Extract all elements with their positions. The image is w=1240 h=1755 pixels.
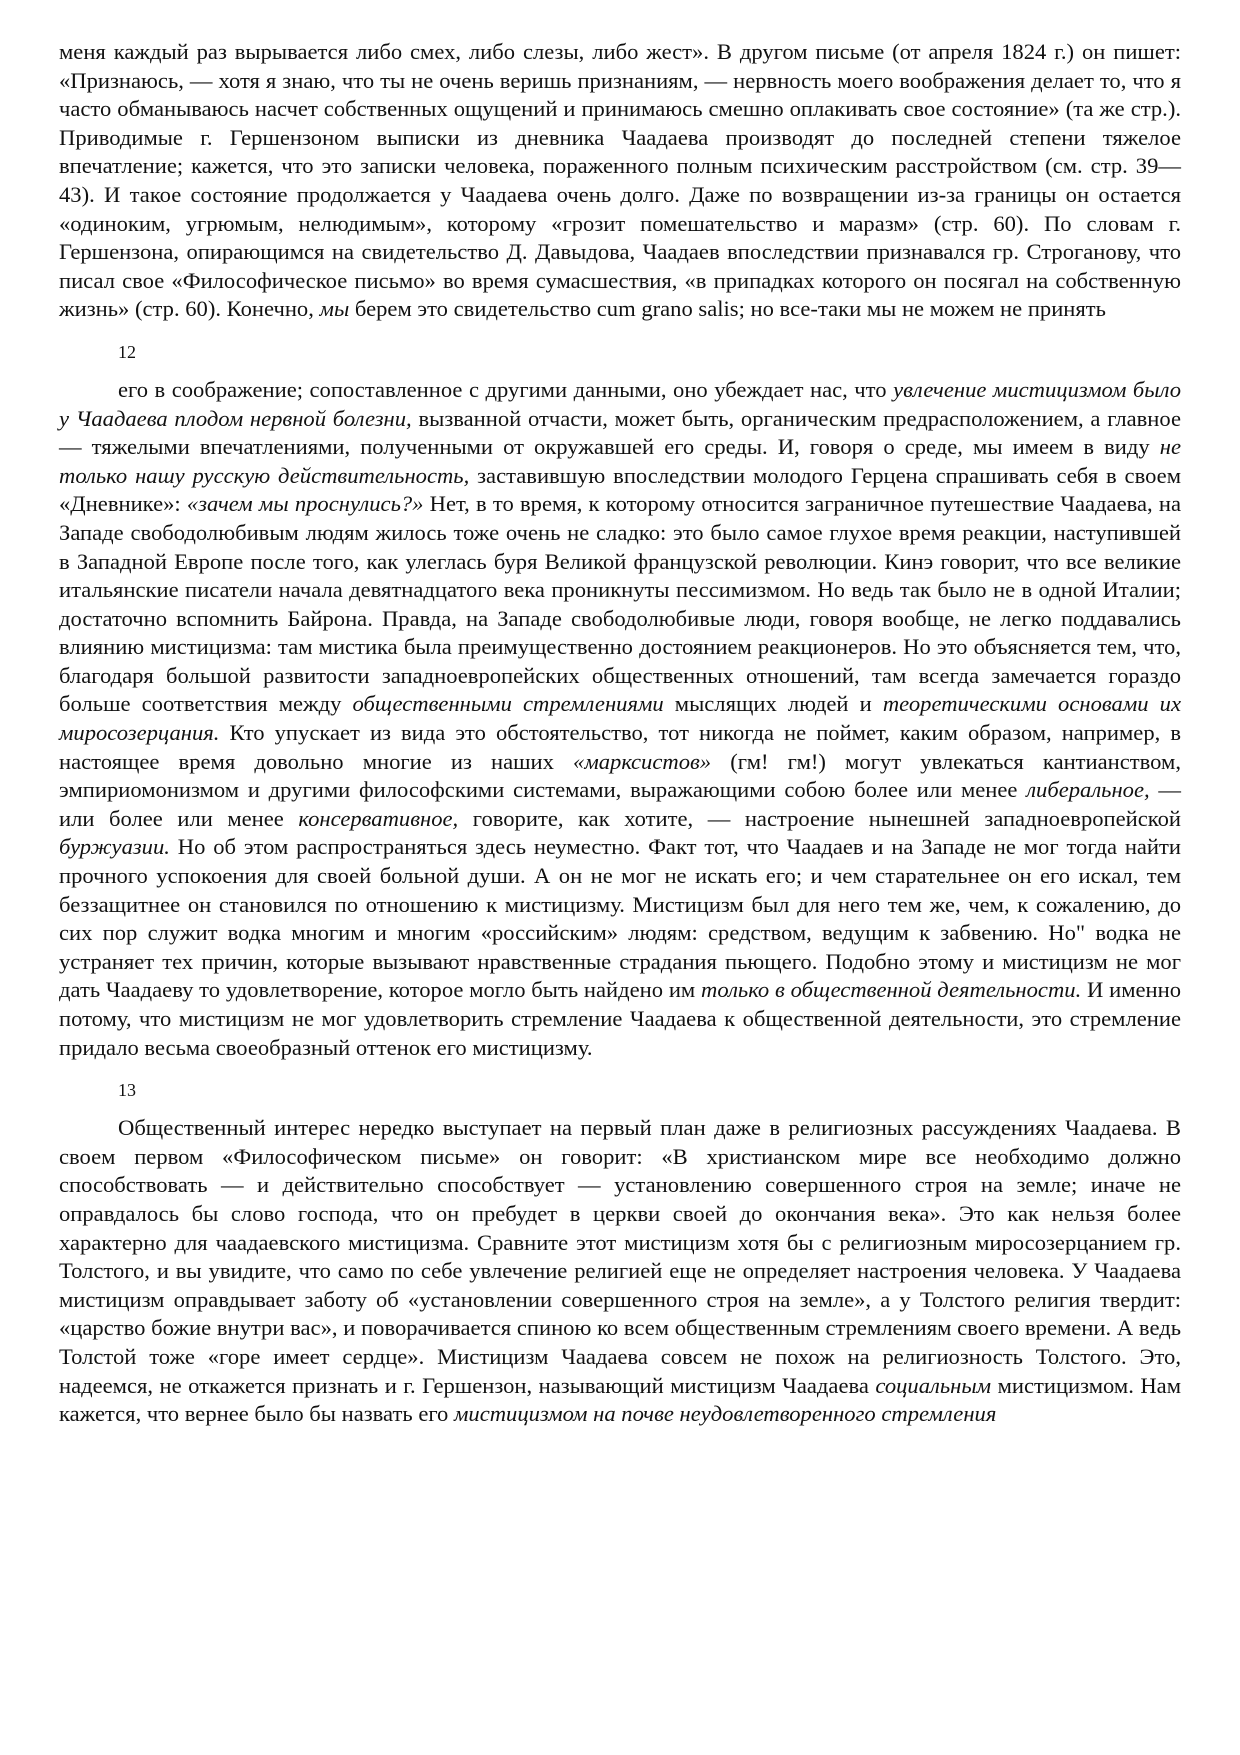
text-segment-italic: социальным — [875, 1372, 992, 1398]
text-segment-italic: консервативное, — [298, 805, 459, 831]
text-segment-italic: мистицизмом на почве неудовлетворенного стремления — [454, 1401, 997, 1427]
text-segment: вызванной отчасти, может быть, органическим предрасположением, а главное — тяжелыми впечатлениями, полученными от окружавшей его среды. И, говоря о среде, мы имеем в виду — [59, 405, 1181, 460]
document-page — [59, 38, 1181, 1429]
text-segment: берем это свидетельство cum grano salis; но все-таки мы не можем не принять — [349, 296, 1106, 322]
text-segment-italic: теоретическими основами их миросозерцания. — [59, 691, 1181, 746]
text-segment-italic: либеральное, — [1026, 777, 1150, 803]
paragraph-continued — [59, 38, 1181, 324]
text-segment: (гм! гм!) могут увлекаться кантианством, эмпириомонизмом и другими философскими системами, выражающими собою более или менее — [59, 748, 1181, 803]
text-segment: Общественный интерес нередко выступает на первый план даже в религиозных рассуждениях Чаадаева. В своем первом «Философическом письме» он говорит: «В христианском мире все необходимо должно способствовать — и действительно способствует — установлению совершенного строя на земле; иначе не оправдалось бы слово господа, что он пребудет в церкви своей до окончания века». Это как нельзя более характерно для чаадаевского мистицизма. Сравните этот мистицизм хотя бы с религиозным миросозерцанием гр. Толстого, и вы увидите, что само по себе увлечение религией еще не определяет настроения человека. У Чаадаева мистицизм оправдывает заботу об «установлении совершенного строя на земле», а у Толстого религия твердит: «царство божие внутри вас», и поворачивается спиною ко всем общественным стремлениям своего времени. А ведь Толстой тоже «горе имеет сердце». Мистицизм Чаадаева совсем не похож на религиозность Толстого. Это, надеемся, не откажется признать и г. Гершензон, называющий мистицизм Чаадаева — [59, 1115, 1181, 1398]
paragraph — [59, 1114, 1181, 1429]
text-segment: говорите, как хотите, — настроение нынешней западноевропейской — [458, 805, 1181, 831]
text-segment: — или более или менее — [59, 777, 1181, 831]
text-segment-italic: мы — [319, 296, 350, 322]
text-segment: Нет, в то время, к которому относится заграничное путешествие Чаадаева, на Западе свободолюбивым людям жилось тоже очень не сладко: это было самое глухое время реакции, наступившей в Западной Европе после того, как улеглась буря Великой французской революции. Кинэ говорит, что все великие итальянские писатели начала девятнадцатого века проникнуты пессимизмом. Но ведь так было не в одной Италии; достаточно вспомнить Байрона. Правда, на Западе свободолюбивые люди, говоря вообще, не легко поддавались влиянию мистицизма: там мистика была преимущественно достоянием реакционеров. Но это объясняется тем, что, благодаря большой развитости западноевропейских общественных отношений, там всегда замечается гораздо больше соответствия между — [59, 491, 1181, 717]
text-segment: мистицизмом. Нам кажется, что вернее было бы назвать его — [59, 1372, 1182, 1427]
text-segment: И именно потому, что мистицизм не мог удовлетворить стремление Чаадаева к общественной деятельности, это стремление придало весьма своеобразный оттенок его мистицизму. — [59, 977, 1182, 1060]
text-segment-italic: «зачем мы проснулись?» — [186, 491, 424, 517]
paragraph — [59, 376, 1181, 1062]
text-segment-italic: общественными стремлениями — [352, 691, 664, 717]
text-segment-italic: не только нашу русскую действительность, — [59, 434, 1181, 488]
text-segment-italic: только в общественной деятельности. — [701, 977, 1082, 1003]
text-segment-italic: «марксистов» — [573, 748, 712, 774]
text-segment: меня каждый раз вырывается либо смех, либо слезы, либо жест». В другом письме (от апреля 1824 г.) он пишет: «Признаюсь, — хотя я знаю, что ты не очень веришь признаниям, — нервность моего воображения делает то, что я часто обманываюсь насчет собственных ощущений и принимаюсь смешно оплакивать свое состояние» (та же стр.). Приводимые г. Гершензоном выписки из дневника Чаадаева производят до последней степени тяжелое впечатление; кажется, что это записки человека, пораженного полным психическим расстройством (см. стр. 39—43). И такое состояние продолжается у Чаадаева очень долго. Даже по возвращении из-за границы он остается «одиноким, угрюмым, нелюдимым», которому «грозит помешательство и маразм» (стр. 60). По словам г. Гершензона, опирающимся на свидетельство Д. Давыдова, Чаадаев впоследствии признавался гр. Строганову, что писал свое «Философическое письмо» во время сумасшествия, «в припадках которого он посягал на собственную жизнь» (стр. 60). Конечно, — [59, 39, 1181, 322]
text-segment: заставившую впоследствии молодого Герцена спрашивать себя в своем «Дневнике»: — [59, 462, 1181, 517]
page-number: 13 — [118, 1080, 136, 1101]
text-segment: Но об этом распространяться здесь неуместно. Факт тот, что Чаадаев и на Западе не мог тогда найти прочного успокоения для своей больной души. А он не мог не искать его; и чем старательнее он его искал, тем беззащитнее он становился по отношению к мистицизму. Мистицизм был для него тем же, чем, к сожалению, до сих пор служит водка многим и многим «российским» людям: средством, ведущим к забвению. Но" водка не устраняет тех причин, которые вызывают нравственные страдания пьющего. Подобно этому и мистицизм не мог дать Чаадаеву то удовлетворение, которое могло быть найдено им — [59, 834, 1181, 1003]
text-segment: мыслящих людей и — [663, 691, 883, 717]
page-number: 12 — [118, 341, 136, 362]
text-segment-italic: буржуазии. — [59, 834, 170, 860]
text-segment: Кто упускает из вида это обстоятельство, тот никогда не поймет, каким образом, например, в настоящее время довольно многие из наших — [59, 720, 1181, 774]
text-segment-italic: увлечение мистицизмом было у Чаадаева плодом нервной болезни, — [59, 376, 1181, 431]
text-segment: его в соображение; сопоставленное с другими данными, оно убеждает нас, что — [118, 376, 894, 402]
